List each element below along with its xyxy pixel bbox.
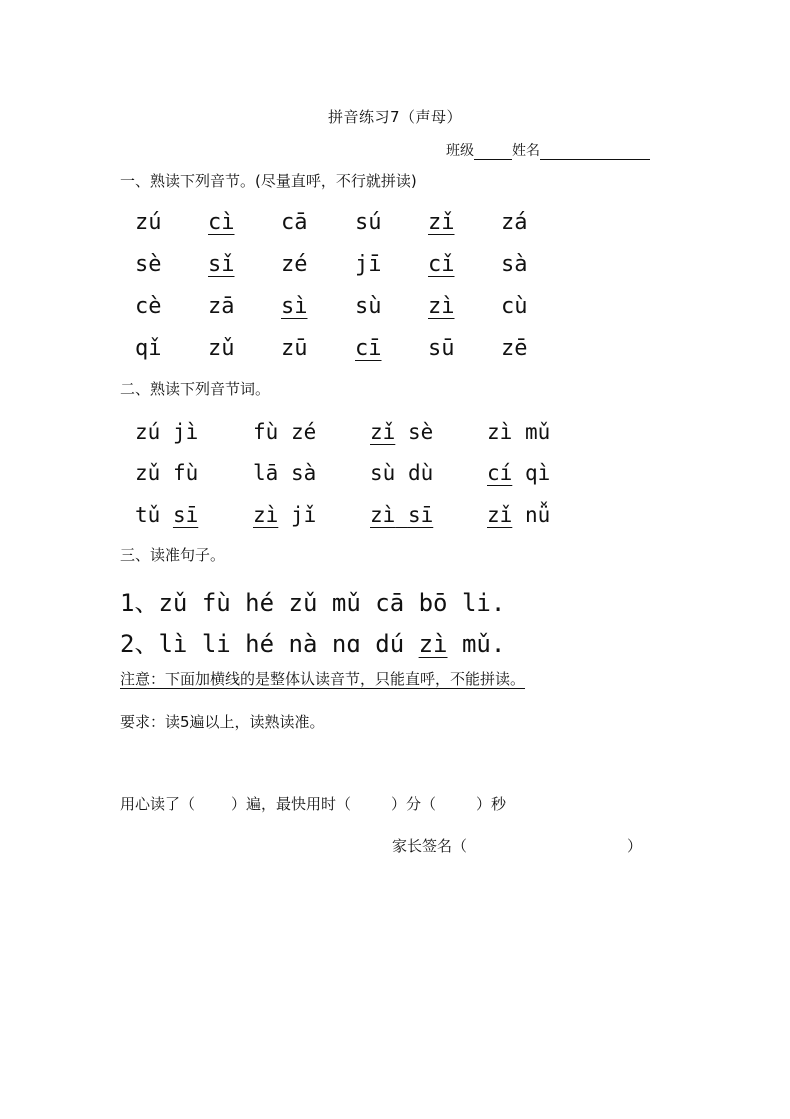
record-label: ）分（ <box>391 795 437 813</box>
sentence-2: 2、lì li hé nà nɑ dú zì mǔ. <box>120 630 506 658</box>
syllable: sū <box>428 336 455 361</box>
class-blank[interactable] <box>474 143 512 160</box>
syllable-whole: zì <box>428 294 455 319</box>
word: fù zé <box>253 420 317 444</box>
syllable: sú <box>355 210 382 235</box>
syllable: zē <box>501 336 528 361</box>
class-name-line <box>446 140 650 160</box>
syllable: sà <box>501 252 528 277</box>
syllable: zá <box>501 210 528 235</box>
word: zǐ nǚ <box>487 503 551 527</box>
section2-heading: 二、熟读下列音节词。 <box>120 380 271 398</box>
sentence-1: 1、zǔ fù hé zǔ mǔ cā bō li. <box>120 589 506 617</box>
syllable-whole: zǐ <box>428 210 455 235</box>
word: cí qì <box>487 461 551 485</box>
class-label: 班级 <box>446 143 474 159</box>
page-title: 拼音练习7（声母） <box>327 108 463 126</box>
syllable: cù <box>501 294 528 319</box>
section3-heading: 三、读准句子。 <box>120 546 226 564</box>
requirement-text: 要求：读5遍以上，读熟读准。 <box>120 713 325 731</box>
record-label: ）遍，最快用时（ <box>231 795 352 813</box>
word: zú jì <box>135 420 199 444</box>
signature-close: ） <box>627 837 643 855</box>
syllable: jī <box>355 252 382 277</box>
syllable: zū <box>281 336 308 361</box>
record-label: ）秒 <box>476 795 507 813</box>
syllable-whole: cī <box>355 336 382 361</box>
reading-record <box>120 793 506 814</box>
signature-label: 家长签名（ <box>392 837 468 855</box>
syllable: qǐ <box>135 336 162 361</box>
word: sù dù <box>370 461 434 485</box>
word: tǔ sī <box>135 503 199 527</box>
name-blank[interactable] <box>540 143 650 160</box>
syllable: zú <box>135 210 162 235</box>
section1-heading: 一、熟读下列音节。(尽量直呼，不行就拼读) <box>120 172 417 190</box>
syllable-whole: sǐ <box>208 252 235 277</box>
syllable: cā <box>281 210 308 235</box>
syllable-whole: cì <box>208 210 235 235</box>
name-label: 姓名 <box>512 143 540 159</box>
syllable-whole: cǐ <box>428 252 455 277</box>
word: zǐ sè <box>370 420 434 444</box>
syllable: zā <box>208 294 235 319</box>
note-text: 注意：下面加横线的是整体认读音节，只能直呼，不能拼读。 <box>120 670 526 688</box>
word: zì jǐ <box>253 503 317 527</box>
syllable-whole: sì <box>281 294 308 319</box>
record-label: 用心读了（ <box>120 795 196 813</box>
word: lā sà <box>253 461 317 485</box>
syllable: sù <box>355 294 382 319</box>
word: zì mǔ <box>487 420 551 444</box>
word: zǔ fù <box>135 461 199 485</box>
syllable: cè <box>135 294 162 319</box>
parent-signature <box>392 835 642 856</box>
syllable: zǔ <box>208 336 235 361</box>
syllable: sè <box>135 252 162 277</box>
syllable: zé <box>281 252 308 277</box>
word-whole: zì sī <box>370 503 434 527</box>
